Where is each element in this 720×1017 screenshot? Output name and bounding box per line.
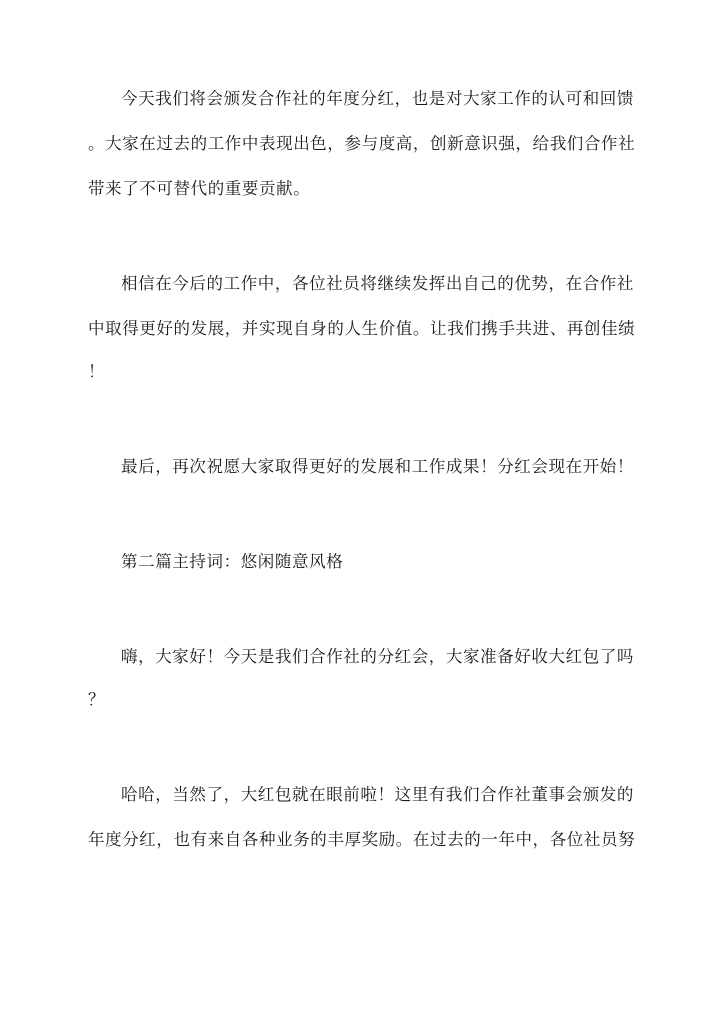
paragraph-1-line-2: 。大家在过去的工作中表现出色，参与度高，创新意识强，给我们合作社 xyxy=(88,134,636,153)
paragraph-2-line-3: ！ xyxy=(88,362,106,381)
paragraph-1-line-1: 今天我们将会颁发合作社的年度分红，也是对大家工作的认可和回馈 xyxy=(121,89,634,108)
paragraph-2-line-1: 相信在今后的工作中，各位社员将继续发挥出自己的优势，在合作社 xyxy=(121,274,634,293)
paragraph-1-line-3: 带来了不可替代的重要贡献。 xyxy=(88,179,311,198)
paragraph-5-line-2: 年度分红，也有来自各种业务的丰厚奖励。在过去的一年中，各位社员努 xyxy=(88,830,636,849)
paragraph-4-line-1: 嗨，大家好！今天是我们合作社的分红会，大家准备好收大红包了吗 xyxy=(121,647,634,666)
section-heading: 第二篇主持词：悠闲随意风格 xyxy=(121,552,344,571)
paragraph-4-line-2: ？ xyxy=(88,690,106,709)
paragraph-5-line-1: 哈哈，当然了，大红包就在眼前啦！这里有我们合作社董事会颁发的 xyxy=(121,785,634,804)
paragraph-2-line-2: 中取得更好的发展，并实现自身的人生价值。让我们携手共进、再创佳绩 xyxy=(88,319,636,338)
paragraph-3-line-1: 最后，再次祝愿大家取得更好的发展和工作成果！分红会现在开始！ xyxy=(121,457,634,476)
